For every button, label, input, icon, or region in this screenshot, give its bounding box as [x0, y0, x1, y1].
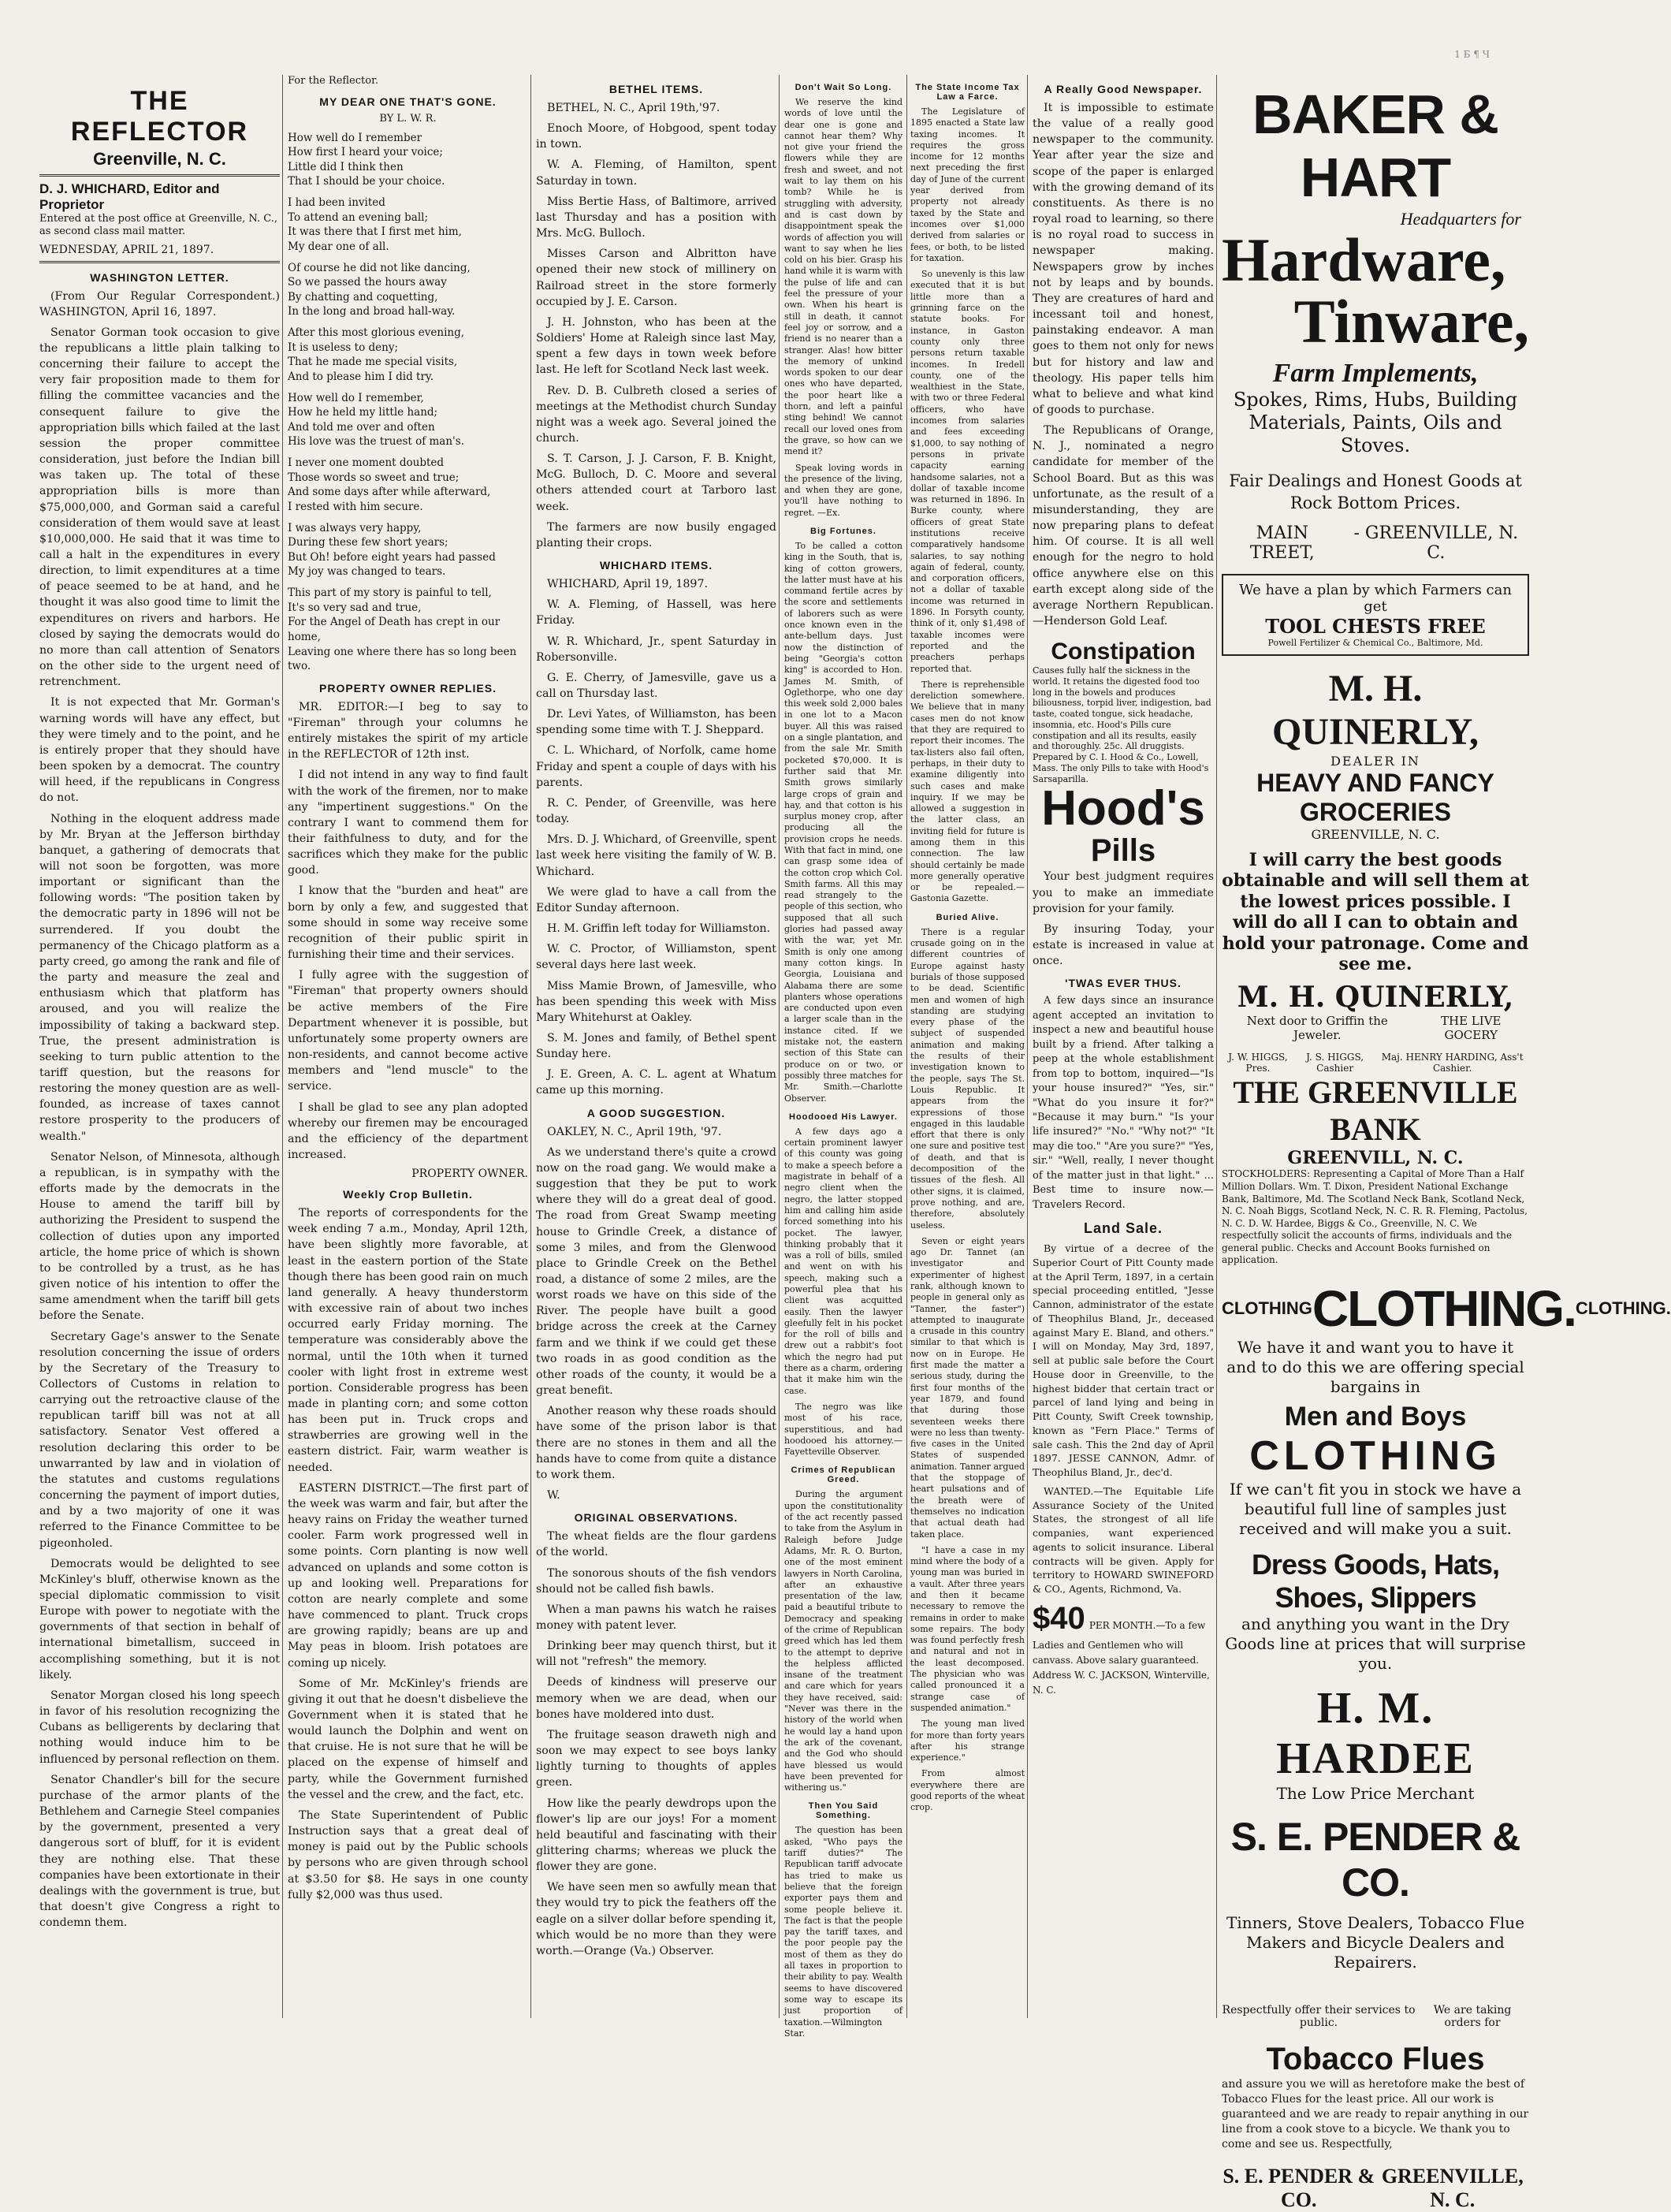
paragraph: The reports of correspondents for the week ending 7 a.m., Monday, April 12th, have been slightly more favorable, at least in the eastern portion of the State though there has been good rain on much land generally. A heavy thunderstorm with excessive rain of about two inches occurred early Friday morning. The temperature was considerably above the normal, until the 10th when it turned cooler with light frost in extreme west portion. Considerable progress has been made in planting corn; and some cotton has been put in. Truck crops and strawberries are growing well in the eastern district. Fair, warm weather is needed. [288, 1207, 528, 1474]
main-street-text: MAIN TREET, [1249, 523, 1315, 563]
paragraph: Misses Carson and Albritton have opened their new stock of millinery on Railroad street in the store formerly occupied by J. E. Carson. [536, 248, 776, 308]
article-heading: WASHINGTON LETTER. [90, 270, 229, 284]
bank-asst-cashier: Maj. HENRY HARDING, Ass't Cashier. [1381, 1052, 1524, 1074]
paragraph: The wheat fields are the flour gardens of the world. [536, 1530, 776, 1559]
paragraph: Deeds of kindness will preserve our memory when we are dead, when our bones have moldered into dust. [536, 1676, 776, 1721]
paragraph: Senator Morgan closed his long speech in favor of his resolution recognizing the Cubans as belligerents by declaring that nothing would induce him to be influenced by personal reflection on them. [39, 1689, 280, 1766]
paragraph: A few days ago a certain prominent lawyer of this county was going to make a speech before a magistrate in behalf of a negro client when the negro, the latter stopped him and calling him aside forced something into his pocket. The lawyer, thinking probably that it was a roll of bills, smiled and went on with his speech, making such a powerful plea that his client was acquitted easily. Then the lawyer gleefully felt in his pocket for the roll of bills and drew out a rabbit's foot which the negro had put there as a charm, ordering that it make him win the case. [784, 1126, 902, 1396]
article-body [784, 1825, 902, 2039]
paragraph: The Republicans of Orange, N. J., nominated a negro candidate for member of the School Board. But as this was unfortunate, as the result of a misunderstanding, they are now preparing plans to defeat him. Of course. It is all well enough for the negro to hold office anywhere else on this earth except along side of the average Northern Republican.—Henderson Gold Leaf. [1033, 424, 1214, 627]
paragraph: Of course he did not like dancing, So we passed the hours away By chatting and coquetting, In the long and broad hall-way. [288, 261, 471, 318]
article-heading: PROPERTY OWNER REPLIES. [319, 681, 497, 695]
paragraph: I had been invited To attend an evening ball; It was there that I first met him, My dear one of all. [288, 196, 462, 253]
paragraph: J. E. Green, A. C. L. agent at Whatum came up this morning. [536, 1068, 776, 1097]
quinerly-promise: I will carry the best goods obtainable and will sell them at the lowest prices possible. I will do all I can to obtain and hold your patronage. Come and see me. [1222, 849, 1529, 974]
paragraph: W. A. Fleming, of Hamilton, spent Saturday in town. [536, 158, 776, 188]
tool-chests-small: Powell Fertilizer & Chemical Co., Baltimore, Md. [1267, 637, 1483, 648]
paragraph: I shall be glad to see any plan adopted whereby our firemen may be encouraged and the efficiency of the department increased. [288, 1100, 528, 1161]
tinners-text: Tinners, Stove Dealers, Tobacco Flue Makers and Bicycle Dealers and Repairers. [1226, 1913, 1525, 1972]
paragraph: During the argument upon the constitutionality of the act recently passed to take from the Asylum in Raleigh before Judge Adams, Mr. R. O. Burton, one of the most eminent lawyers in North Carolina, after an exhaustive presentation of the law, paid a beautiful tribute to Democracy and speaking of the crime of Republican greed which has led them to the attempt to deprive the helpless afflicted insane of the treatment and care which for years they have received, said: "Never was there in the history of the world when he would lay a hand upon the ark of the covenant, and the God who should have blessed us would have been prevented for withering us." [784, 1489, 902, 1793]
clothing-big: CLOTHING. [1312, 1280, 1576, 1338]
paragraph: J. H. Johnston, who has been at the Soldiers' Home at Raleigh since last May, spent a few days in town week before last. He left for Scotland Neck last week. [536, 315, 776, 377]
tool-line: We have a plan by which Farmers can get [1239, 581, 1512, 615]
article-body [536, 1124, 776, 1504]
masthead-title: THE REFLECTOR [70, 86, 249, 147]
hoods-ad-title: Hood's [1041, 781, 1205, 836]
baker-hart-title: BAKER & HART [1252, 84, 1498, 208]
article-heading: Buried Alive. [936, 912, 999, 922]
pender-title: S. E. PENDER & CO. [1230, 1815, 1520, 1905]
article-body [536, 576, 776, 1099]
paragraph: The fruitage season draweth nigh and soon we may expect to see boys lanky lightly turning to thoughts of apples green. [536, 1728, 776, 1789]
article-body [1033, 100, 1214, 629]
anything-text: and anything you want in the Dry Goods line at prices that will surprise you. [1225, 1614, 1526, 1674]
clothing-text: CLOTHING [1249, 1433, 1502, 1480]
hardware-text: Hardware, [1222, 225, 1506, 294]
paragraph: I did not intend in any way to find fault with the work of the firemen, nor to make any "impertinent suggestions." On the contrary I want to commend them for their faithfulness to duty, and for the sacrifices which they make for the public good. [288, 769, 528, 877]
article-body [288, 1205, 528, 1903]
article-body [536, 100, 776, 551]
paragraph: We reserve the kind words of love until the dear one is gone and cannot hear them? Why not give your friend the flowers while they are fresh and sweet, and not wait to lay them on his tomb? While he is struggling with adversity, and is cast down by disappointment speak the words of affection you will want to say when he lies cold on his bier. Grasp his hand while it is warm with the pulse of life and can feel the pressure of your own. When his heart is still in death, it cannot feel joy or sorrow, and a friend is no nearer than a stranger. Alas! how bitter the memory of unkind words spoken to our dear ones who have departed, the poor heart like a thorn, and left a painful sting behind! We cannot recall our loved ones from the grave, so how can we mend it? [784, 97, 902, 457]
greenville-text: - GREENVILLE, N. C. [1353, 523, 1519, 563]
paragraph: G. E. Cherry, of Jamesville, gave us a call on Thursday last. [536, 671, 776, 700]
paragraph: The State Superintendent of Public Instruction says that a great deal of money is paid out by the Public schools by persons who are given through school at $3.50 for $8. He says in one county fully $2,000 was thus used. [288, 1808, 528, 1901]
paragraph: Nothing in the eloquent address made by Mr. Bryan at the Jefferson birthday banquet, a gathering of democrats that will not soon be forgotten, was more important or significant than the following words: "The position taken by the democratic party in 1896 will not be surrendered. If you doubt the permanency of the Chicago platform as a party creed, go among the rank and file of the party and measure the zeal and enthusiasm which that platform has aroused, and you will realize the impossibility of taking a backward step. True, the present administration is seeking to turn public attention to the tariff question, but the reasons for restoring the money question are as well-founded, as increase of taxes cannot restore prosperity to the producers of wealth." [39, 812, 280, 1143]
paragraph: When a man pawns his watch he raises money with patent lever. [536, 1603, 776, 1632]
paragraph: I was always very happy, During these few short years; But Oh! before eight years had passed My joy was changed to tears. [288, 521, 496, 579]
article-body [784, 97, 902, 519]
column-5 [1033, 75, 1214, 2018]
paragraph: (From Our Regular Correspondent.) WASHINGTON, April 16, 1897. [39, 289, 280, 318]
signature: PROPERTY OWNER. [411, 1167, 528, 1181]
live-grocery-text: THE LIVE GOCERY [1441, 1014, 1502, 1043]
paragraph: WHICHARD, April 19, 1897. [547, 578, 708, 591]
poem-author: BY L. W. R. [379, 113, 437, 125]
article-body [784, 541, 902, 1104]
article-heading: Hoodooed His Lawyer. [789, 1112, 898, 1122]
paragraph: Drinking beer may quench thirst, but it will not "refresh" the memory. [536, 1640, 776, 1669]
quinerly-city: GREENVILLE, N. C. [1311, 826, 1440, 842]
paragraph: How well do I remember How first I heard your voice; Little did I think then That I should be your choice. [288, 131, 445, 188]
column-income [910, 75, 1025, 2018]
column-1 [39, 75, 280, 2018]
paragraph: Some of Mr. McKinley's friends are giving it out that he doesn't disbelieve the Government when it is stated that he would launch the Dolphin and went on that cruise. He is not sure that he will be placed on the expense of himself and party, while the Government furnished the vessel and the crew, and the fact, etc. [288, 1677, 528, 1801]
bank-text: STOCKHOLDERS: Representing a Capital of More Than a Half Million Dollars. Wm. T. Dixon, President National Exchange Bank, Baltimore, Md. The Scotland Neck Bank, Scotland Neck, N. C. Noah Biggs, Scotland Neck, N. C. R. R. Fleming, Pactolus, N. C. D. W. Hardee, Biggs & Co., Greenville, N. C. We respectfully solicit the accounts of firms, individuals and the general public. Checks and Account Books furnished on application. [1222, 1168, 1528, 1266]
paragraph: I fully agree with the suggestion of "Fireman" that property owners should be active members of the Fire Department whenever it is possible, but unfortunately some property owners are non-residents, and cannot become active members and "lend muscle" to the service. [288, 969, 528, 1093]
paragraph: Senator Chandler's bill for the secure purchase of the armor plants of the Bethlehem and Carnegie Steel companies by the government, presented a very dangerous sort of bluff, for it is evident they are nothing else. That these companies have been extortionate in their dealings with the government is true, but that doesn't give Congress a right to condemn them. [39, 1773, 280, 1930]
article-heading: Don't Wait So Long. [795, 83, 892, 92]
editor-line: D. J. WHICHARD, Editor and Proprietor [39, 181, 220, 212]
column-rule [779, 75, 780, 2018]
assure-text: and assure you we will as heretofore make the best of Tobacco Flues for the least price. All our work is guaranteed and we are ready to repair anything in our line from a cook stove to a bicycle. We thank you to come and see us. Respectfully, [1222, 2078, 1529, 2151]
farm-implements-text: Farm Implements, [1272, 359, 1479, 388]
article-heading: Land Sale. [1083, 1220, 1163, 1237]
constipation-ad-text: Causes fully half the sickness in the world. It retains the digested food too long in the bowels and produces biliousness, torpid liver, indigestion, bad taste, coated tongue, sick headache, insomnia, etc. Hood's Pills cure constipation and all its results, easily and thoroughly. 25c. All druggists. Prepared by C. I. Hood & Co., Lowell, Mass. The only Pills to take with Hood's Sarsaparilla. [1033, 665, 1211, 784]
bank-ad [1222, 1052, 1529, 1267]
issue-date: WEDNESDAY, APRIL 21, 1897. [39, 243, 214, 256]
column-rule [906, 75, 907, 2018]
clothing-small-right: CLOTHING. [1575, 1298, 1671, 1319]
paragraph: Senator Nelson, of Minnesota, although a republican, is in sympathy with the efforts made by the democrats in the House to amend the tariff bill by authorizing the President to suspend the collection of duties upon any imported article, the home price of which is shown to be controlled by a trust, as he has given notice of his intention to offer the same amendment when the tariff bill gets before the Senate. [39, 1150, 280, 1323]
article-body: A few days since an insurance agent accepted an invitation to inspect a new and beautiful house built by a friend. After talking a peep at the whole establishment from top to bottom, inquired—"Is your house insured?" "Yes, sir." "What do you insure it for?" "Because it may burn." "Is your life insured?" "No." "Why not?" "It may die too." "Are you sure?" "Yes, sir." "Well, really, I never thought of the matter just in that light." ... Best time to insure now.—Travelers Record. [1033, 995, 1214, 1211]
paragraph: "I have a case in my mind where the body of a young man was buried in a vault. After three years and then it became necessary to remove the remains in order to make some repairs. The body was found perfectly fresh and natural and not in the least decomposed. The physician who was called pronounced it a strange case of suspended animation." [910, 1544, 1025, 1713]
article-heading: A GOOD SUGGESTION. [586, 1106, 726, 1119]
poem-title: MY DEAR ONE THAT'S GONE. [319, 95, 497, 109]
forty-dollars-ad: $40 [1033, 1600, 1085, 1636]
hardee-title: H. M. HARDEE [1276, 1684, 1475, 1784]
column-rule [282, 75, 283, 2018]
paragraph: Dr. Levi Yates, of Williamston, has been spending some time with T. J. Sheppard. [536, 708, 776, 737]
newspaper-page [32, 75, 1671, 2211]
clothing-small-left: CLOTHING [1222, 1298, 1312, 1319]
paragraph: There is reprehensible dereliction somewhere. We believe that in many cases men do not know that they are required to report their incomes. The tax-listers also fail often, perhaps, in their duty to examine diligently into such cases and make inquiry. If we may be allowed a suggestion in the latter class, an inviting field for future is among them in this connection. The law should certainly be made more generally operative or be repealed.—Gastonia Gazette. [910, 679, 1025, 904]
paragraph: Miss Bertie Hass, of Baltimore, arrived last Thursday and has a position with Mrs. McG. Bulloch. [536, 195, 776, 240]
men-boys-text: Men and Boys [1284, 1402, 1467, 1432]
next-door-text: Next door to Griffin the Jeweler. [1246, 1014, 1388, 1043]
paragraph: W. R. Whichard, Jr., spent Saturday in Robersonville. [536, 635, 776, 664]
baker-hart-ad [1222, 83, 1529, 563]
wanted-ad: WANTED.—The Equitable Life Assurance Society of the United States, the strongest of all life companies, want experienced agents to solicit insurance. Liberal contracts will be given. Apply for territory to HOWARD SWINEFORD & CO., Agents, Richmond, Va. [1033, 1484, 1214, 1596]
article-body [784, 1489, 902, 1793]
paragraph: The farmers are now busily engaged planting their crops. [536, 520, 776, 549]
paragraph: How well do I remember, How he held my little hand; And told me over and often His love was the truest of man's. [288, 391, 464, 449]
poem-body [288, 131, 528, 674]
pender-ad [1222, 1814, 1529, 2211]
taking-orders-text: We are taking orders for [1433, 2004, 1512, 2030]
paragraph: To be called a cotton king in the South, that is, king of cotton growers, the latter must have at his command fertile acres by the score and settlements of laborers such as were once known even in the ante-bellum days. Just now the distinction of being "Georgia's cotton king" is accorded to Hon. James M. Smith, of Oglethorpe, who one day this week sold 2,000 bales in one lot to a Macon buyer. All this was raised on a single plantation, and from the sale Mr. Smith pocketed $70,000. It is further said that Mr. Smith grows similarly large crops of grain and hay, and that cotton is his surplus money crop, after producing all the provision crops he needs. With that fact in mind, one can grasp some idea of the cotton crop which Col. Smith farms. All this may read strangely to the people of this section, who supposed that all such glories had passed away with the war, yet Mr. Smith is only one among many cotton kings. In Georgia, Louisiana and Alabama there are some planters whose operations are conducted upon even a larger scale than in the instance cited. If we mistake not, the eastern section of this State can produce on or two, or possibly three matches for Mr. Smith.—Charlotte Observer. [784, 540, 902, 1104]
tobacco-flues-title: Tobacco Flues [1266, 2042, 1485, 2077]
we-have-text: We have it and want you to have it and to do this we are offering special bargains in [1226, 1338, 1524, 1397]
paragraph: S. M. Jones and family, of Bethel spent Sunday here. [536, 1031, 776, 1061]
poem-intro: For the Reflector. [288, 75, 379, 87]
paragraph: I know that the "burden and heat" are born by only a few, and suggested that some should in some way receive some recognition of their public spirit in furnishing their time and their services. [288, 884, 528, 962]
paragraph: MR. EDITOR:—I beg to say to "Fireman" through your columns he entirely mistakes the spirit of my article in the REFLECTOR of 12th inst. [288, 700, 528, 762]
column-rule [530, 75, 531, 2018]
tool-chests-ad [1222, 574, 1529, 656]
headquarters-text: Headquarters for [1400, 209, 1521, 229]
paragraph: How like the pearly dewdrops upon the flower's lip are our joys! For a moment held beautiful and fascinating with their glittering charms; whereas we pluck the flower they are gone. [536, 1797, 776, 1874]
column-3 [536, 75, 776, 2018]
article-heading: Crimes of Republican Greed. [791, 1465, 896, 1485]
if-we-text: If we can't fit you in stock we have a beautiful full line of samples just received and will make you a suit. [1229, 1480, 1522, 1539]
article-heading: Big Fortunes. [810, 526, 876, 536]
paragraph: BETHEL, N. C., April 19th,'97. [547, 102, 720, 114]
groceries-text: HEAVY AND FANCY GROCERIES [1256, 768, 1494, 826]
article-heading: BETHEL ITEMS. [608, 83, 704, 95]
paragraph: We have seen men so awfully mean that they would try to pick the feathers off the eagle on a silver dollar before spending it, which would be no more than they were worth.—Orange (Va.) Observer. [536, 1881, 776, 1957]
article-heading: WHICHARD ITEMS. [599, 559, 713, 572]
paragraph: Mrs. D. J. Whichard, of Greenville, spent last week here visiting the family of W. B. Whichard. [536, 833, 776, 878]
paragraph: S. T. Carson, J. J. Carson, F. B. Knight, McG. Bulloch, D. C. Moore and several others attended court at Tarboro last week. [536, 452, 776, 513]
article-body [536, 1529, 776, 1959]
respectfully-text: Respectfully offer their services to public. [1222, 2004, 1416, 2030]
constipation-ad-title: Constipation [1051, 639, 1196, 665]
paragraph: This part of my story is painful to tell, It's so very sad and true, For the Angel of Death has crept in our home, Leaving one where there has so long been two. [288, 587, 517, 673]
paragraph: It is not expected that Mr. Gorman's warning words will have any effect, but they were timely and to the point, and he is entirely proper that they should have been spoken by a democrat. The country will heed, if the republicans in Congress do not. [39, 696, 280, 805]
article-body: By virtue of a decree of the Superior Court of Pitt County made at the April Term, 1897, in a certain special proceeding entitled, "Jesse Cannon, administrator of the estate of Theophilus Bland, Jr., deceased against Mary E. Bland, and others." I will on Monday, May 3rd, 1897, sell at public sale before the Court House door in Greenville, to the highest bidder that certain tract or parcel of land lying and being in Pitt County, Swift Creek township, known as "Fern Place." Terms of sale cash. This the 2nd day of April 1897. JESSE CANNON, Admr. of Theophilus Bland, Jr., dec'd. [1033, 1242, 1214, 1479]
paragraph: Seven or eight years ago Dr. Tannet (an investigator and experimenter of highest rank, although known to people in general only as "Tanner, the faster") attempted to inaugurate a crusade in this country similar to that which is now on in Europe. He first made the matter a serious study, during the first four months of the year 1879, and found that during those seventeen weeks there were no less than twenty-five cases in the United States of suspended animation. Tanner argued that the stoppage of heart pulsations and of the breath were of themselves no indication that actual death had taken place. [910, 1235, 1025, 1540]
paragraph: W. A. Fleming, of Hassell, was here Friday. [536, 598, 776, 627]
forty-dollars-text: PER MONTH.—To a few Ladies and Gentlemen who will canvass. Above salary guaranteed. Address W. C. JACKSON, Winterville, N. C. [1033, 1619, 1210, 1696]
low-price-text: The Low Price Merchant [1276, 1784, 1475, 1804]
paragraph: R. C. Pender, of Greenville, was here today. [536, 796, 776, 826]
column-2 [288, 75, 528, 2018]
advertisements-column [1222, 75, 1671, 2211]
insurance-text: Your best judgment requires you to make an immediate provision for your family. [1033, 870, 1214, 915]
spokes-text: Spokes, Rims, Hubs, Building Materials, Paints, Oils and Stoves. [1233, 389, 1518, 456]
paragraph: The question has been asked, "Who pays the tariff duties?" The Republican tariff advocate has tried to make us believe that the foreign exporter pays them and some people believe it. The fact is that the people pay the tariff taxes, and the poor people pay the most of them as they do all taxes in proportion to their ability to pay. Wealth seems to have discovered some way to escape its just proportion of taxation.—Wilmington Star. [784, 1825, 902, 2039]
clothing-ad [1222, 1279, 1671, 1804]
article-heading: ORIGINAL OBSERVATIONS. [574, 1511, 739, 1525]
column-rule [1216, 75, 1217, 2018]
pills-ad-title: Pills [1090, 833, 1156, 869]
paragraph: The young man lived for more than forty years after his strange experience." [910, 1719, 1025, 1763]
article-heading: A Really Good Newspaper. [1044, 83, 1203, 95]
quinerly-title: M. H. QUINERLY, [1272, 667, 1479, 753]
paragraph: It is impossible to estimate the value of a really good newspaper to the community. Year after year the size and scope of the paper is enlarged with the growing demand of its constituents. As there is no royal road to learning, so there is no royal road to success in newspaper making. Newspapers grow by inches not by leaps and by bounds. They are creatures of hard and incessant toil and honest, painstaking endeavor. A man goes to them not only for news but for history and law and theology. His paper tells him what to believe and what kind of goods to purchase. [1033, 102, 1214, 416]
paragraph: The negro was like most of his race, superstitious, and had hoodooed his attorney.—Fayetteville Observer. [784, 1401, 902, 1458]
dealer-in-text: DEALER IN [1330, 753, 1420, 769]
masthead-city: Greenville, N. C. [93, 149, 226, 169]
paragraph: There is a regular crusade going on in the different countries of Europe against hasty burials of those supposed to be dead. Scientific men and women of high standing are studying every phase of the subject of suspended animation and making the results of their investigation known to the people, says The St. Louis Republic. It appears from the expressions of those engaged in this laudable effort that there is only one sure and positive test of death, and that is decomposition of the tissues of the flesh. All other signs, it is claimed, prove nothing, and are, therefore, absolutely useless. [910, 926, 1025, 1231]
fair-dealings-text: Fair Dealings and Honest Goods at Rock Bottom Prices. [1229, 471, 1522, 512]
paragraph: C. L. Whichard, of Norfolk, came home Friday and spent a couple of days with his parents. [536, 744, 776, 789]
paragraph: W. C. Proctor, of Williamston, spent several days here last week. [536, 943, 776, 972]
paragraph: I never one moment doubted Those words so sweet and true; And some days after while afterward, I rested with him secure. [288, 456, 491, 513]
paragraph: Democrats would be delighted to see McKinley's bluff, otherwise known as the special diplomatic commission to visit Europe with power to negotiate with the governments of that section in behalf of international bimetallism, succeed in accomplishing something, but it is not likely. [39, 1557, 280, 1681]
article-body [39, 289, 280, 1931]
paragraph: As we understand there's quite a crowd now on the road gang. We would make a suggestion that they be put to work where they will do a great deal of good. The road from Great Swamp meeting house to Grindle Creek, a distance of some 3 miles, and from the Glenwood place to Grindle Creek on the Bethel road, a distance of some 2 miles, are the worst roads we have on this side of the River. The people have built a good bridge across the creek at the Carney farm and we think if we could get these two roads in as good condition as the other roads of the county, it would be a great benefit. [536, 1145, 776, 1398]
tinware-text: Tinware, [1293, 287, 1529, 356]
paragraph: The Legislature of 1895 enacted a State law taxing incomes. It requires the gross income for 12 months next preceding the first day of June of the current year derived from property not already taxed by the State and incomes over $1,000 derived from salaries or fees, or both, to be listed for taxation. [910, 106, 1025, 263]
paragraph: Rev. D. B. Culbreth closed a series of meetings at the Methodist church Sunday night was a week ago. Several joined the church. [536, 384, 776, 445]
article-heading: The State Income Tax Law a Farce. [915, 83, 1020, 102]
article-heading: 'TWAS EVER THUS. [1065, 977, 1182, 990]
bank-title: THE GREENVILLE BANK [1233, 1074, 1518, 1148]
paragraph: OAKLEY, N. C., April 19th, '97. [547, 1125, 722, 1138]
paragraph: EASTERN DISTRICT.—The first part of the week was warm and fair, but after the heavy rains on Friday the weather turned cooler. Farm work progressed well in some points. Corn planting is now well advanced on uplands and some cotton is up and looking well. Preparations for cotton are nearly complete and some have commenced to plant. Truck crops are growing rapidly; beans are up and May peas in bloom. Irish potatoes are coming up nicely. [288, 1481, 528, 1670]
paragraph: Secretary Gage's answer to the Senate resolution concerning the issue of orders by the Secretary of the Treasury to Collectors of Customs in relation to carrying out the retroactive clause of the republican tariff bill was not at all satisfactory. Senator Vest offered a resolution declaring this order to be unwarranted by law and in violation of the statutes and customs regulations concerning the payment of import duties, and by a two majority of one it was referred to the Finance Committee to be pigeonholed. [39, 1330, 280, 1550]
article-body [288, 699, 528, 1163]
bank-president: J. W. HIGGS, Pres. [1228, 1052, 1288, 1074]
bank-cashier: J. S. HIGGS, Cashier [1306, 1052, 1364, 1074]
bank-city: GREENVILL, N. C. [1287, 1148, 1464, 1169]
page-mark: 1 Б ¶ Ч [1454, 49, 1490, 60]
paragraph: Speak loving words in the presence of the living, and when they are gone, you'll have nothing to regret. —Ex. [784, 462, 902, 518]
paragraph: Miss Mamie Brown, of Jamesville, who has been spending this week with Miss Mary Whitehurst at Oakley. [536, 979, 776, 1024]
article-heading: Then You Said Something. [808, 1801, 879, 1821]
paragraph: The sonorous shouts of the fish vendors should not be called fish bawls. [536, 1566, 776, 1596]
paragraph: H. M. Griffin left today for Williamston. [547, 922, 771, 936]
quinerly-title-2: M. H. QUINERLY, [1237, 981, 1514, 1015]
paragraph: So unevenly is this law executed that it is but little more than a grinning farce on the statute books. For instance, in Gaston county only three persons return taxable incomes. In Iredell county, one of the wealthiest in the State, with two or three Federal officers, who have incomes from salaries and fees exceeding $1,000, to say nothing of persons in private capacity earning handsome salaries, not a dollar of taxable income was returned in 1896. In Burke county, where officers of great State institutions receive comparatively handsome salaries, to say nothing again of federal, county, and corporation officers, not a dollar of taxable income was returned in 1896. In Forsyth county, think of it, only $1,498 of taxable incomes were reported and the preachers perhaps reported that. [910, 269, 1025, 674]
tool-chests-title: TOOL CHESTS FREE [1265, 614, 1486, 638]
article-body [784, 1126, 902, 1458]
paragraph: After this most glorious evening, It is useless to deny; That he made me special visits, And to please him I did try. [288, 326, 465, 383]
pender-city: GREENVILLE, N. C. [1381, 2164, 1524, 2211]
footer-note: From almost everywhere there are good reports of the wheat crop. [910, 1768, 1025, 1813]
dress-goods-text: Dress Goods, Hats, Shoes, Slippers [1251, 1548, 1500, 1614]
paragraph: Another reason why these roads should have some of the prison labor is that there are no stones in them and all the hands have to come from quite a distance to work them. [536, 1405, 776, 1481]
paragraph: We were glad to have a call from the Editor Sunday afternoon. [536, 885, 776, 914]
quinerly-ad [1222, 667, 1529, 1042]
paragraph: W. [547, 1489, 560, 1503]
entered-notice: Entered at the post office at Greenville, N. C., as second class mail matter. [39, 213, 277, 238]
column-rule [1027, 75, 1028, 2018]
paragraph: Senator Gorman took occasion to give the republicans a little plain talking to concerning their failure to accept the very fair proposition made to them for filling the committee vacancies and the consequent failure to give the appropriation bills which failed at the last session the proper committee consideration, just before the Indian bill was taken up. The total of these appropriation bills is more than $75,000,000, and Gorman said a careful consideration of them would save at least $10,000,000. He said that it was time to call a halt in the expenditures in every direction, to limit expenditures at a time of peace seemed to be at hand, and he thought it was also good time to limit the expenditures on rivers and harbors. He closed by saying the democrats would do no more than call attention of Senators on the other side to the urgent need of retrenchment. [39, 326, 280, 689]
insurance-text: By insuring Today, your estate is increased in value at once. [1033, 922, 1214, 968]
article-heading: Weekly Crop Bulletin. [343, 1188, 473, 1201]
column-4 [784, 75, 902, 2039]
pender-signature: S. E. PENDER & CO. [1223, 2164, 1375, 2211]
paragraph: Enoch Moore, of Hobgood, spent today in town. [536, 122, 776, 151]
